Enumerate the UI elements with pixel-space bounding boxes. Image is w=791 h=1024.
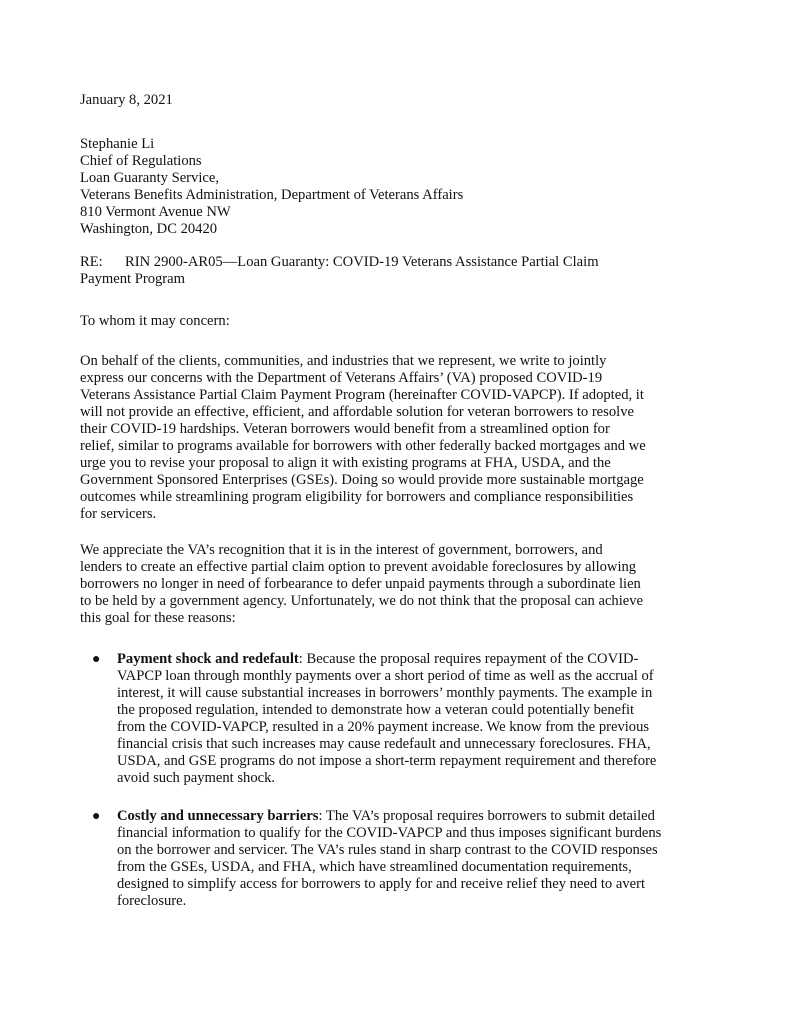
paragraph-2-line: borrowers no longer in need of forbearance to defer unpaid payments through a subordinate lien bbox=[80, 576, 641, 592]
bullet-line: : The VA’s proposal requires borrowers to submit detailed bbox=[318, 808, 655, 824]
paragraph-1-line: urge you to revise your proposal to align it with existing programs at FHA, USDA, and the bbox=[80, 455, 611, 471]
bullet-line: : Because the proposal requires repayment of the COVID- bbox=[298, 651, 639, 667]
paragraph-2-line: lenders to create an effective partial claim option to prevent avoidable foreclosures by allowing bbox=[80, 559, 637, 575]
paragraph-1-line: relief, similar to programs available for borrowers with other federally backed mortgages and we bbox=[80, 438, 646, 454]
bullet-dot-icon: ● bbox=[92, 652, 101, 667]
re-line-1 bbox=[80, 254, 720, 271]
bullet-line: USDA, and GSE programs do not impose a short-term repayment requirement and therefore bbox=[117, 753, 657, 769]
recipient-address bbox=[80, 136, 720, 238]
paragraph-2-line: to be held by a government agency. Unfortunately, we do not think that the proposal can achieve bbox=[80, 593, 644, 609]
bullet-line: avoid such payment shock. bbox=[117, 770, 276, 786]
bullet-first-line bbox=[117, 808, 732, 825]
salutation-text: To whom it may concern: bbox=[80, 313, 230, 329]
re-subject-1: RIN 2900-AR05—Loan Guaranty: COVID-19 Veterans Assistance Partial Claim bbox=[125, 254, 599, 270]
bullet-line: on the borrower and servicer. The VA’s rules stand in sharp contrast to the COVID responses bbox=[117, 842, 658, 858]
bullet-line: VAPCP loan through monthly payments over a short period of time as well as the accrual of bbox=[117, 668, 654, 684]
bullet-first-line bbox=[117, 651, 732, 668]
recipient-name: Stephanie Li bbox=[80, 136, 155, 152]
bullet-line: foreclosure. bbox=[117, 893, 187, 909]
bullet-line: designed to simplify access for borrowers to apply for and receive relief they need to avert bbox=[117, 876, 646, 892]
letter-date bbox=[80, 92, 720, 109]
bullet-title: Payment shock and redefault bbox=[117, 651, 299, 667]
bullet-text bbox=[117, 808, 732, 910]
paragraph-2-line: this goal for these reasons: bbox=[80, 610, 236, 626]
bullet-line: financial crisis that such increases may cause redefault and unnecessary foreclosures. FHA, bbox=[117, 736, 651, 752]
date-text: January 8, 2021 bbox=[80, 92, 173, 108]
paragraph-2 bbox=[80, 542, 720, 627]
bullet-dot-icon: ● bbox=[92, 809, 101, 824]
paragraph-1-line: express our concerns with the Department of Veterans Affairs’ (VA) proposed COVID-19 bbox=[80, 370, 603, 386]
recipient-title: Chief of Regulations bbox=[80, 153, 202, 169]
recipient-administration: Veterans Benefits Administration, Department of Veterans Affairs bbox=[80, 187, 464, 203]
paragraph-1-line: Government Sponsored Enterprises (GSEs). Doing so would provide more sustainable mortgage bbox=[80, 472, 644, 488]
paragraph-1-line: outcomes while streamlining program eligibility for borrowers and compliance responsibilities bbox=[80, 489, 634, 505]
recipient-office: Loan Guaranty Service, bbox=[80, 170, 219, 186]
bullet-line: the proposed regulation, intended to demonstrate how a veteran could potentially benefit bbox=[117, 702, 635, 718]
re-label: RE: bbox=[80, 254, 103, 270]
re-subject-2: Payment Program bbox=[80, 271, 185, 287]
bullet-line: from the GSEs, USDA, and FHA, which have streamlined documentation requirements, bbox=[117, 859, 632, 875]
bullet-title: Costly and unnecessary barriers bbox=[117, 808, 319, 824]
paragraph-1-line: On behalf of the clients, communities, and industries that we represent, we write to jointly bbox=[80, 353, 607, 369]
bullet-line: interest, it will cause substantial increases in borrowers’ monthly payments. The example in bbox=[117, 685, 653, 701]
bullet-line: financial information to qualify for the COVID-VAPCP and thus imposes significant burdens bbox=[117, 825, 662, 841]
recipient-city: Washington, DC 20420 bbox=[80, 221, 218, 237]
paragraph-1-line: their COVID-19 hardships. Veteran borrowers would benefit from a streamlined option for bbox=[80, 421, 610, 437]
salutation bbox=[80, 313, 720, 330]
paragraph-1-line: for servicers. bbox=[80, 506, 157, 522]
paragraph-2-line: We appreciate the VA’s recognition that it is in the interest of government, borrowers, and bbox=[80, 542, 603, 558]
paragraph-1-line: Veterans Assistance Partial Claim Payment Program (hereinafter COVID-VAPCP). If adopted, it bbox=[80, 387, 644, 403]
re-line bbox=[80, 254, 720, 288]
bullet-text bbox=[117, 651, 732, 787]
bullet-line: from the COVID-VAPCP, resulted in a 20% payment increase. We know from the previous bbox=[117, 719, 650, 735]
paragraph-1-line: will not provide an effective, efficient, and affordable solution for veteran borrowers to resolve bbox=[80, 404, 634, 420]
paragraph-1 bbox=[80, 353, 720, 523]
recipient-street: 810 Vermont Avenue NW bbox=[80, 204, 231, 220]
